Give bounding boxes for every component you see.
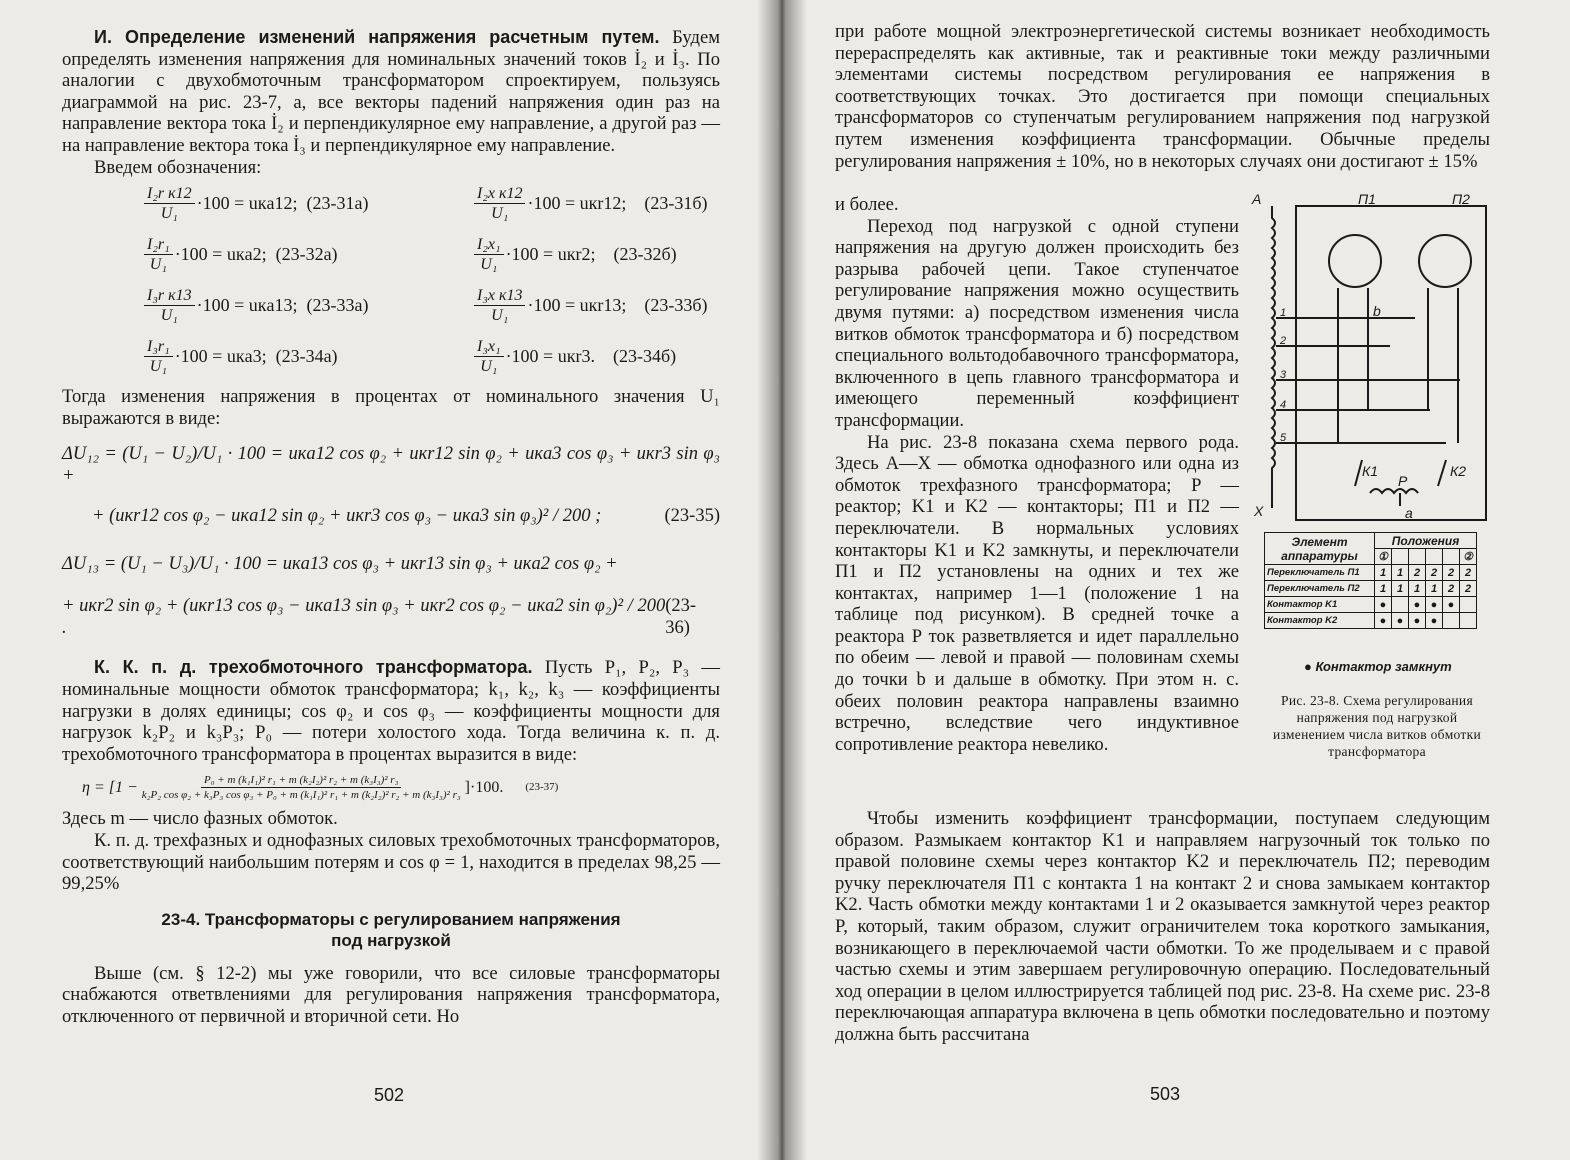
label-x-terminal: X <box>1254 503 1264 519</box>
table-row-label: Переключатель П1 <box>1265 565 1375 581</box>
fraction-denominator: U₁ <box>160 307 178 325</box>
right-narrow-column <box>835 194 1239 755</box>
contactor-k1 <box>1355 460 1362 486</box>
equation-label: (23-36) <box>665 596 697 639</box>
table-cell: 1 <box>1392 565 1409 581</box>
page-number: 503 <box>1150 1084 1181 1104</box>
fraction <box>144 235 173 274</box>
eta-symbol: η = [1 − <box>82 779 138 797</box>
kpd-text: Пусть P₁, P₂, P₃ — номинальные мощности обмоток трансформатора; k₁, k₂, k₃ — коэффициенты нагрузки в долях единицы; cos φ₂ и cos φ₃ — коэффициенты мощности для нагрузок k₂P₂ и k₃P₃; P₀ — потери холостого хода. Тогда величина к. п. д. трехобмоточного трансформатора в процентах выразится в виде: <box>62 657 721 765</box>
table-cell: 2 <box>1409 565 1426 581</box>
kpd2-paragraph: К. п. д. трехфазных и однофазных силовых трехобмоточных трансформаторов, соответствующий наибольшим потерям и cos φ = 1, находится в пределах 98,25 — 99,25% <box>62 829 720 895</box>
table-cell: 1 <box>1426 581 1443 597</box>
then-paragraph: Тогда изменения напряжения в процентах от номинального значения U₁ выражаются в виде: <box>62 386 720 429</box>
table-row <box>1265 565 1477 581</box>
fraction <box>474 184 525 223</box>
fraction-numerator: I₂x₁ <box>474 235 504 255</box>
left-page <box>0 0 780 1160</box>
paragraph: Чтобы изменить коэффициент трансформации, поступаем следующим образом. Размыкаем контактор K1 и направляем нагрузочный ток только по правой половине схемы через контактор K2 и переключатель П2; переводим ручку переключателя П1 с контакта 1 на контакт 2 и снова замыкаем контактор K2. Часть обмотки между контактами 1 и 2 оказывается замкнутой через реактор P, который, таким образом, служит ограничителем тока короткого замыкания, возникающего в переключаемой части обмотки. То же проделываем и с правой частью схемы и этим завершаем регулировочную операцию. Последовательный ход операции в целом иллюстрируется таблицей под рис. 23-8. На схеме рис. 23-8 переключающая аппаратура включена в цепь обмотки последовательно и поэтому должна быть рассчитана <box>835 808 1490 1045</box>
fraction <box>474 337 504 376</box>
table-row-label: Контактор K2 <box>1265 613 1375 629</box>
table-row <box>1265 581 1477 597</box>
label-a-terminal: A <box>1252 191 1262 207</box>
paragraph: На рис. 23-8 показана схема первого рода. Здесь A—X — обмотка однофазного или одна из обмоток трехфазного трансформатора; P — реактор; K1 и K2 — контакторы; П1 и П2 — переключатели. В нормальных условиях контакторы K1 и K2 замкнуты, и переключатели П1 и П2 установлены на одних и тех же контактах, например 1—1 (положение 1 на таблице под рисунком). В средней точке a реактора P ток разветвляется и идет параллельно по обеим — левой и правой — половинам схемы до точки b и дальше в обмотку. При этом н. с. обеих половин реактора направлены взаимно встречно, вследствие чего индуктивное сопротивление реактора невелико. <box>835 431 1239 755</box>
table-cell: ● <box>1426 597 1443 613</box>
tap-label: 5 <box>1280 432 1287 444</box>
tap-label: 4 <box>1280 399 1287 411</box>
table-row <box>1265 533 1477 549</box>
right-text-column <box>835 21 1490 172</box>
formula-rhs: ·100 = uкa2; <box>174 243 267 264</box>
table-cell <box>1409 549 1426 565</box>
fraction-numerator: I₃x к13 <box>474 286 525 306</box>
tap-label: 3 <box>1280 369 1287 381</box>
page-number: 502 <box>374 1085 405 1105</box>
contactor-k2 <box>1438 460 1446 486</box>
fraction-numerator: I₂x к12 <box>474 184 525 204</box>
figure-caption: Рис. 23-8. Схема регулирования напряжения под нагрузкой изменением числа витков обмотки трансформатора <box>1272 693 1482 759</box>
fraction <box>474 235 504 274</box>
table-cell: ① <box>1375 549 1392 565</box>
table-header-element: Элемент аппаратуры <box>1265 533 1375 565</box>
equation-line: + (uкr12 cos φ₂ − uкa12 sin φ₂ + uкr3 cos φ₃ − uкa3 sin φ₃)² / 200 ; <box>92 506 602 527</box>
kpd-paragraph <box>62 657 720 765</box>
left-text-column <box>62 27 720 1027</box>
fraction-numerator: I₃r₁ <box>144 337 173 357</box>
equation-label: (23-37) <box>525 781 559 794</box>
book-gutter <box>758 0 806 1160</box>
switch-p2-circle <box>1419 235 1471 287</box>
paragraph: при работе мощной электроэнергетической системы возникает необходимость перераспределять как активные, так и реактивные токи между различными элементами системы посредством регулирования ее напряжения в соответствующих точках. Это достигается при помощи специальных трансформаторов со ступенчатым регулированием напряжения под нагрузкой путем изменения коэффициента трансформации. Обычные пределы регулирования напряжения ± 10%, но в некоторых случаях они достигают ± 15% <box>835 21 1490 172</box>
table-cell: ● <box>1409 597 1426 613</box>
intro-text: Будем определять изменения напряжения для номинальных значений токов İ₂ и İ₃. По аналогии с двухобмоточным трансформатором спроектируем, пользуясь диаграммой на рис. 23-7, а, все векторы падений напряжения один раз на направление вектора тока İ₂ и перпендикулярное ему направление, а другой раз — на направление вектора тока İ₃ и перпендикулярное ему направление. <box>62 27 720 156</box>
table-cell: 1 <box>1375 581 1392 597</box>
table-cell: ● <box>1375 613 1392 629</box>
section-title <box>62 909 720 951</box>
formula-rhs: ·100 = uкr13; <box>527 294 627 315</box>
formula-rhs: ·100 = uкa3; <box>174 345 267 366</box>
winding-coil <box>1272 206 1275 508</box>
equation-23-36 <box>62 553 720 639</box>
formula-row <box>142 229 720 280</box>
fraction-numerator: I₂r к12 <box>144 184 195 204</box>
positions-table <box>1264 532 1477 629</box>
table-cell <box>1426 549 1443 565</box>
formula-rhs: ·100 = uкr2; <box>505 243 596 264</box>
table-cell: 2 <box>1426 565 1443 581</box>
fraction-denominator: U₁ <box>149 358 167 376</box>
notation-line: Введем обозначения: <box>94 156 262 178</box>
intro-paragraph <box>62 27 720 157</box>
table-cell: 1 <box>1409 581 1426 597</box>
fraction-numerator: I₃r к13 <box>144 286 195 306</box>
table-row <box>1265 597 1477 613</box>
formula-block <box>142 178 720 382</box>
table-cell: 2 <box>1443 581 1460 597</box>
label-k2: К2 <box>1450 463 1467 479</box>
equation-line-row <box>62 505 720 527</box>
table-cell: ● <box>1426 613 1443 629</box>
paragraph-end: и более. <box>835 194 899 215</box>
table-cell <box>1392 549 1409 565</box>
table-cell: 2 <box>1460 565 1477 581</box>
fraction-denominator: U₁ <box>491 205 509 223</box>
fraction-denominator: k₂P₂ cos φ₂ + k₃P₃ cos φ₃ + P₀ + m (k₁I₁)² r₁ + m (k₂I₂)² r₂ + m (k₃I₃)² r₃ <box>141 789 461 802</box>
table-cell <box>1460 597 1477 613</box>
table-cell: ● <box>1392 613 1409 629</box>
fraction-numerator: I₃x₁ <box>474 337 504 357</box>
formula-rhs: ·100 = uкr12; <box>527 192 627 213</box>
formula-label: (23-34б) <box>612 345 677 366</box>
reactor-coil <box>1370 489 1418 493</box>
here-line: Здесь m — число фазных обмоток. <box>62 808 338 830</box>
formula-label: (23-32б) <box>613 243 677 264</box>
formula-label: (23-33б) <box>644 294 708 315</box>
label-k1: К1 <box>1362 463 1379 479</box>
section-title-line: под нагрузкой <box>331 930 451 950</box>
section-title-line: 23-4. Трансформаторы с регулированием напряжения <box>161 909 621 929</box>
section-paragraph: Выше (см. § 12-2) мы уже говорили, что все силовые трансформаторы снабжаются ответвлениями для регулирования напряжения трансформатора, отключенного от первичной и вторичной сети. Но <box>62 962 720 1027</box>
formula-row <box>142 280 720 331</box>
formula-rhs: ·100 = uкa12; <box>196 192 298 213</box>
equation-line: ΔU₁₂ = (U₁ − U₂)/U₁ · 100 = uкa12 cos φ₂ + uкr12 sin φ₂ + uкa3 cos φ₃ + uкr3 sin φ₃ + <box>62 444 720 487</box>
equation-line-row <box>62 595 720 639</box>
table-cell: ② <box>1460 549 1477 565</box>
label-reactor: P <box>1398 473 1408 489</box>
table-cell: ● <box>1443 597 1460 613</box>
fraction-denominator: U₁ <box>491 307 509 325</box>
fraction-denominator: U₁ <box>480 256 498 274</box>
table-cell: 1 <box>1375 565 1392 581</box>
fraction <box>474 286 525 325</box>
table-cell <box>1443 613 1460 629</box>
table-row-label: Контактор K1 <box>1265 597 1375 613</box>
intro-heading: И. Определение изменений напряжения расчетным путем. <box>94 27 660 47</box>
fraction-denominator: U₁ <box>480 358 498 376</box>
label-b-point: b <box>1373 303 1381 319</box>
equation-23-35 <box>62 443 720 527</box>
tap-label: 1 <box>1280 307 1287 319</box>
equation-23-37 <box>82 773 720 802</box>
table-cell: ● <box>1375 597 1392 613</box>
table-cell <box>1392 597 1409 613</box>
bracket-close: ]·100. <box>464 779 504 797</box>
label-p2: П2 <box>1452 191 1470 207</box>
equation-line: + uкr2 sin φ₂ + (uкr13 cos φ₃ − uкa13 sin φ₃ + uкr2 cos φ₂ − uкa2 sin φ₂)² / 200 . <box>62 596 666 639</box>
fraction <box>142 773 461 802</box>
equation-label: (23-35) <box>664 506 720 527</box>
table-cell <box>1443 549 1460 565</box>
formula-label: (23-33а) <box>306 294 369 315</box>
fraction <box>144 286 195 325</box>
formula-label: (23-34а) <box>275 345 338 366</box>
formula-label: (23-31а) <box>306 192 369 213</box>
formula-rhs: ·100 = uкa13; <box>196 294 298 315</box>
fraction-numerator: I₂r₁ <box>144 235 173 255</box>
fraction <box>144 337 173 376</box>
fraction-denominator: U₁ <box>149 256 167 274</box>
fraction <box>144 184 195 223</box>
table-cell: 2 <box>1460 581 1477 597</box>
equation-line: ΔU₁₃ = (U₁ − U₃)/U₁ · 100 = uкa13 cos φ₃ + uкr13 sin φ₃ + uкa2 cos φ₂ + <box>62 554 618 575</box>
table-legend: ● Контактор замкнут <box>1304 659 1452 674</box>
table-row <box>1265 613 1477 629</box>
switch-p1-circle <box>1329 235 1381 287</box>
table-header-position: Положения <box>1375 533 1477 549</box>
paragraph: Переход под нагрузкой с одной ступени напряжения на другую должен происходить без разрыва рабочей цепи. Такое ступенчатое регулирование напряжения можно осуществить двумя путями: а) посредством изменения числа витков обмоток трансформатора и б) посредством специального вольтодобавочного трансформатора, включенного в цепь главного трансформатора и имеющего переменный коэффициент трансформации. <box>835 215 1239 431</box>
formula-label: (23-31б) <box>644 192 708 213</box>
fraction-denominator: U₁ <box>160 205 178 223</box>
kpd-heading: К. К. п. д. трехобмоточного трансформатора. <box>94 657 533 678</box>
formula-row <box>142 178 720 229</box>
formula-label: (23-32а) <box>275 243 338 264</box>
formula-rhs: ·100 = uкr3. <box>505 345 595 366</box>
right-bottom-column <box>835 808 1490 1046</box>
tap-label: 2 <box>1280 335 1287 347</box>
fraction-numerator: P₀ + m (k₁I₁)² r₁ + m (k₂I₂)² r₂ + m (k₃I₃)² r₃ <box>201 773 401 788</box>
table-cell <box>1460 613 1477 629</box>
schematic-figure <box>1250 188 1500 528</box>
table-row-label: Переключатель П2 <box>1265 581 1375 597</box>
label-a-point: a <box>1405 505 1413 521</box>
label-p1: П1 <box>1358 191 1376 207</box>
table-cell: 2 <box>1443 565 1460 581</box>
formula-row <box>142 331 720 382</box>
table-cell: 1 <box>1392 581 1409 597</box>
table-cell: ● <box>1409 613 1426 629</box>
